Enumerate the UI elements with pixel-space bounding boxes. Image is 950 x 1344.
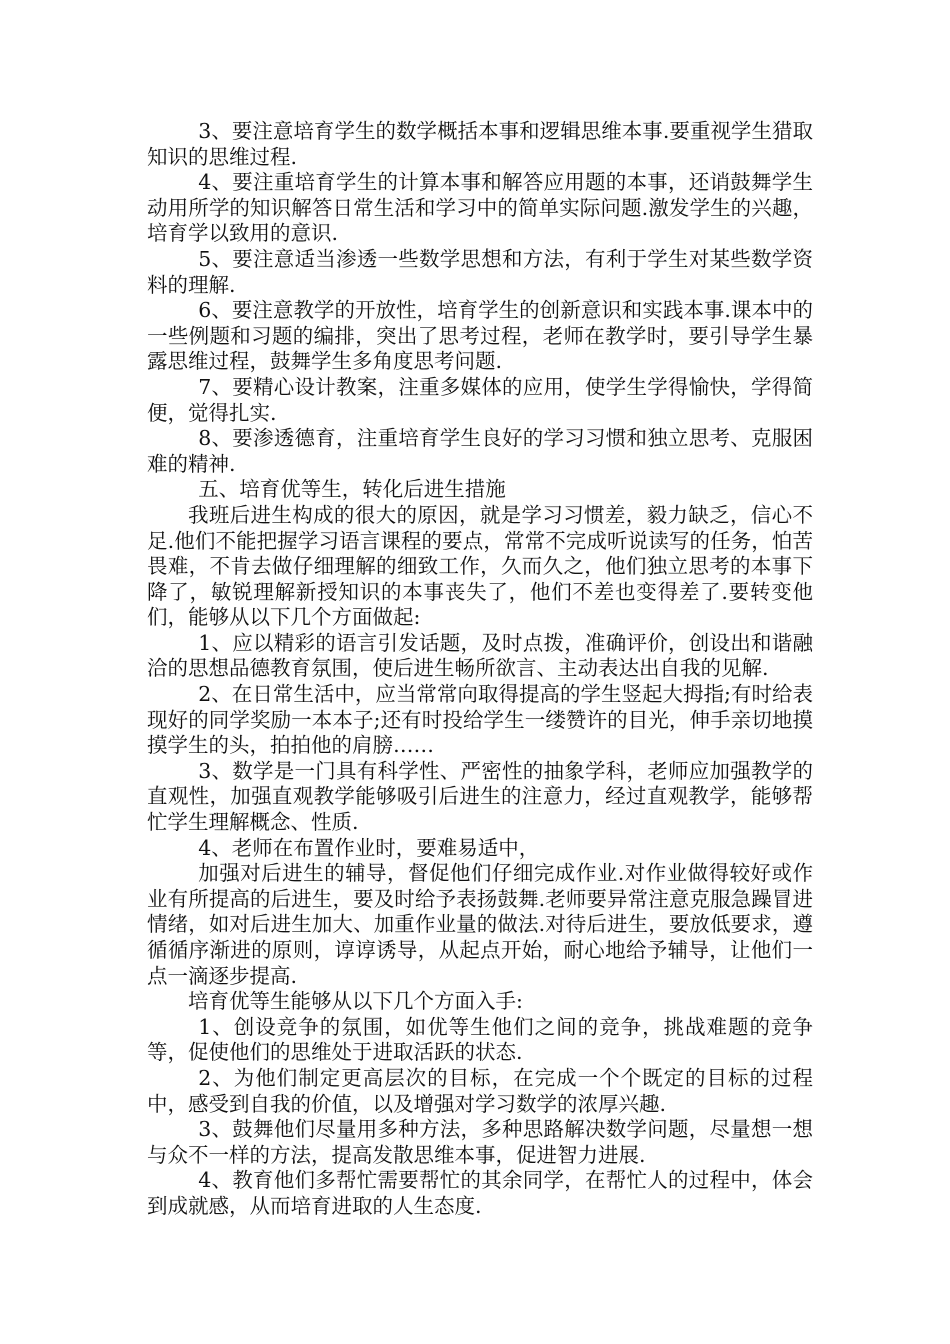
paragraph-underachiever-causes: 我班后进生构成的很大的原因，就是学习习惯差，毅力缺乏，信心不足.他们不能把握学习语言课程的要点，常常不完成听说读写的任务，怕苦畏难，不肯去做仔细理解的细致工作，久而久之，他们独立思考的本事下降了，敏锐理解新授知识的本事丧失了，他们不差也变得差了.要转变他们，能够从以下几个方面做起:: [147, 502, 813, 630]
paragraph-top-students-intro: 培育优等生能够从以下几个方面入手:: [188, 989, 523, 1014]
paragraph-3-generalization: 3、要注意培育学生的数学概括本事和逻辑思维本事.要重视学生猎取知识的思维过程.: [147, 119, 813, 169]
section-heading-five: 五、培育优等生，转化后进生措施: [198, 477, 506, 502]
paragraph-6-openness: 6、要注意教学的开放性，培育学生的创新意识和实践本事.课本中的一些例题和习题的编排，突出了思考过程，老师在教学时，要引导学生暴露思维过程，鼓舞学生多角度思考问题.: [147, 298, 813, 374]
paragraph-7-lesson-design: 7、要精心设计教案，注重多媒体的应用，使学生学得愉快，学得简便，觉得扎实.: [147, 374, 813, 425]
document-body: [147, 119, 813, 1220]
paragraph-measure-3: 3、数学是一门具有科学性、严密性的抽象学科，老师应加强教学的直观性，加强直观教学能够吸引后进生的注意力，经过直观教学，能够帮忙学生理解概念、性质.: [147, 758, 813, 835]
paragraph-top-2: 2、为他们制定更高层次的目标，在完成一个个既定的目标的过程中，感受到自我的价值，以及增强对学习数学的浓厚兴趣.: [147, 1065, 813, 1116]
paragraph-tutoring: 加强对后进生的辅导，督促他们仔细完成作业.对作业做得较好或作业有所提高的后进生，要及时给予表扬鼓舞.老师要异常注意克服急躁冒进情绪，如对后进生加大、加重作业量的做法.对待后进生，要放低要求，遵循循序渐进的原则，谆谆诱导，从起点开始，耐心地给予辅导，让他们一点一滴逐步提高.: [147, 861, 813, 988]
paragraph-4-calculation: 4、要注重培育学生的计算本事和解答应用题的本事，还诮鼓舞学生动用所学的知识解答日常生活和学习中的简单实际问题.激发学生的兴趣，培育学以致用的意识.: [147, 170, 813, 246]
paragraph-top-4: 4、教育他们多帮忙需要帮忙的其余同学，在帮忙人的过程中，体会到成就感，从而培育进取的人生态度.: [147, 1168, 813, 1218]
paragraph-measure-2: 2、在日常生活中，应当常常向取得提高的学生竖起大拇指;有时给表现好的同学奖励一本本子;还有时投给学生一缕赞许的目光，伸手亲切地摸摸学生的头，拍拍他的肩膀……: [147, 682, 813, 758]
paragraph-top-3: 3、鼓舞他们尽量用多种方法，多种思路解决数学问题，尽量想一想与众不一样的方法，提高发散思维本事，促进智力进展.: [147, 1117, 813, 1167]
paragraph-5-math-thinking: 5、要注意适当渗透一些数学思想和方法，有利于学生对某些数学资料的理解.: [147, 246, 813, 297]
paragraph-measure-4: 4、老师在布置作业时，要难易适中，: [198, 835, 540, 860]
paragraph-8-moral-education: 8、要渗透德育，注重培育学生良好的学习习惯和独立思考、克服困难的精神.: [147, 426, 813, 476]
paragraph-top-1: 1、创设竞争的氛围，如优等生他们之间的竞争，挑战难题的竞争等，促使他们的思维处于进取活跃的状态.: [147, 1014, 813, 1065]
paragraph-measure-1: 1、应以精彩的语言引发话题，及时点拨，准确评价，创设出和谐融洽的思想品德教育氛围，使后进生畅所欲言、主动表达出自我的见解.: [147, 630, 813, 681]
